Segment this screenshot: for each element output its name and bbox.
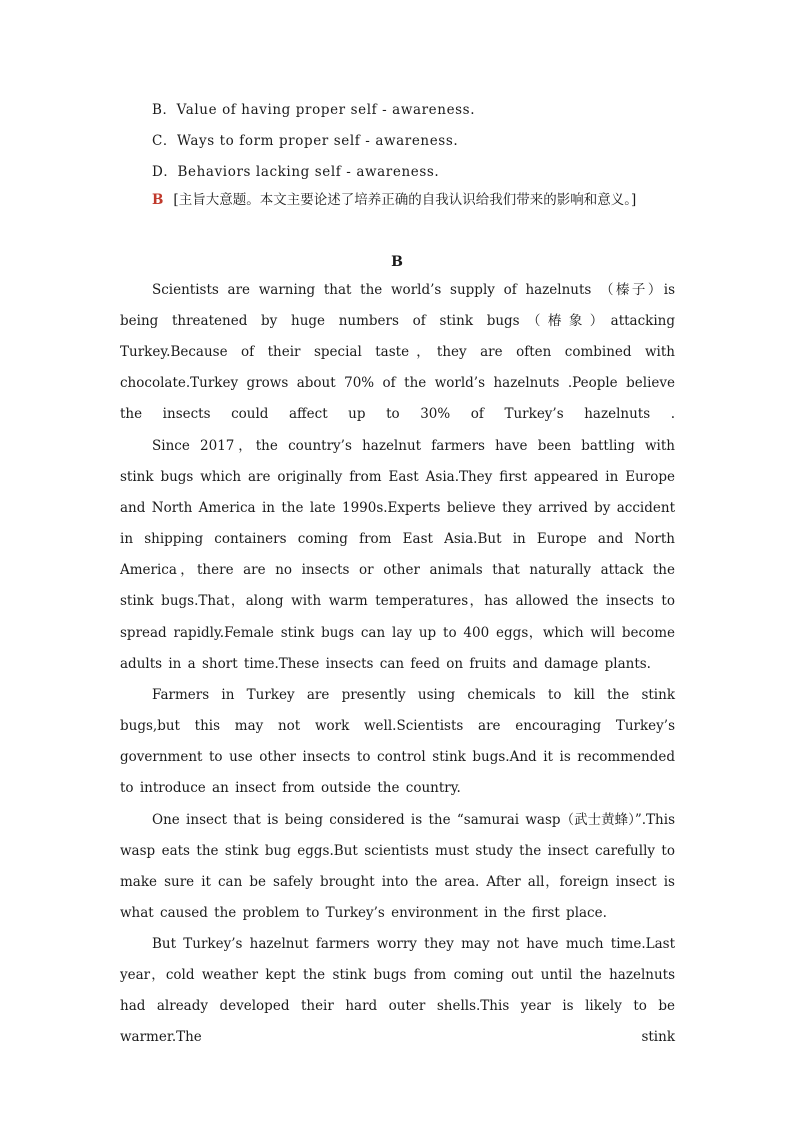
paragraph-3: Farmers in Turkey are presently using chemicals to kill the stink bugs,but this may not work well.Scientists are encouraging Turkey’s government to use other insects to control stink bugs.And it is recommended to introduce an insect from outside the country.	[120, 687, 675, 797]
paragraph-5: But Turkey’s hazelnut farmers worry they may not have much time.Last year，cold weather kept the stink bugs from coming out until the hazelnuts had already developed their hard outer shells.This year is likely to be warmer.The stink	[120, 936, 675, 1046]
paragraph-2: Since 2017，the country’s hazelnut farmers have been battling with stink bugs which are originally from East Asia.They first appeared in Europe and North America in the late 1990s.Experts believe they arrived by accident in shipping containers coming from East Asia.But in Europe and North America，there are no insects or other animals that naturally attack the stink bugs.That，along with warm temperatures，has allowed the insects to spread rapidly.Female stink bugs can lay up to 400 eggs，which will become adults in a short time.These insects can feed on fruits and damage plants.	[120, 438, 675, 672]
section-title: B	[391, 254, 403, 270]
paragraph-1: Scientists are warning that the world’s supply of hazelnuts （榛子）is being threatened by huge numbers of stink bugs（椿象）attacking Turkey.Because of their special taste，they are often combined with chocolate.Turkey grows about 70% of the world’s hazelnuts .People believe the insects could affect up to 30% of Turkey’s hazelnuts .	[120, 282, 675, 423]
paragraph-4: One insect that is being considered is the “samurai wasp（武士黄蜂）”.This wasp eats the stink bug eggs.But scientists must study the insect carefully to make sure it can be safely brought into the area. After all，foreign insect is what caused the problem to Turkey’s environment in the first place.	[120, 812, 675, 922]
answer-text: [主旨大意题。本文主要论述了培养正确的自我认识给我们带来的影响和意义。]	[173, 192, 637, 208]
answer-key: B	[152, 192, 164, 208]
option-d: D．Behaviors lacking self - awareness.	[152, 164, 440, 180]
option-c: C．Ways to form proper self - awareness.	[152, 133, 459, 149]
answer-explanation	[120, 185, 675, 216]
option-b: B．Value of having proper self - awareness.	[152, 102, 476, 118]
